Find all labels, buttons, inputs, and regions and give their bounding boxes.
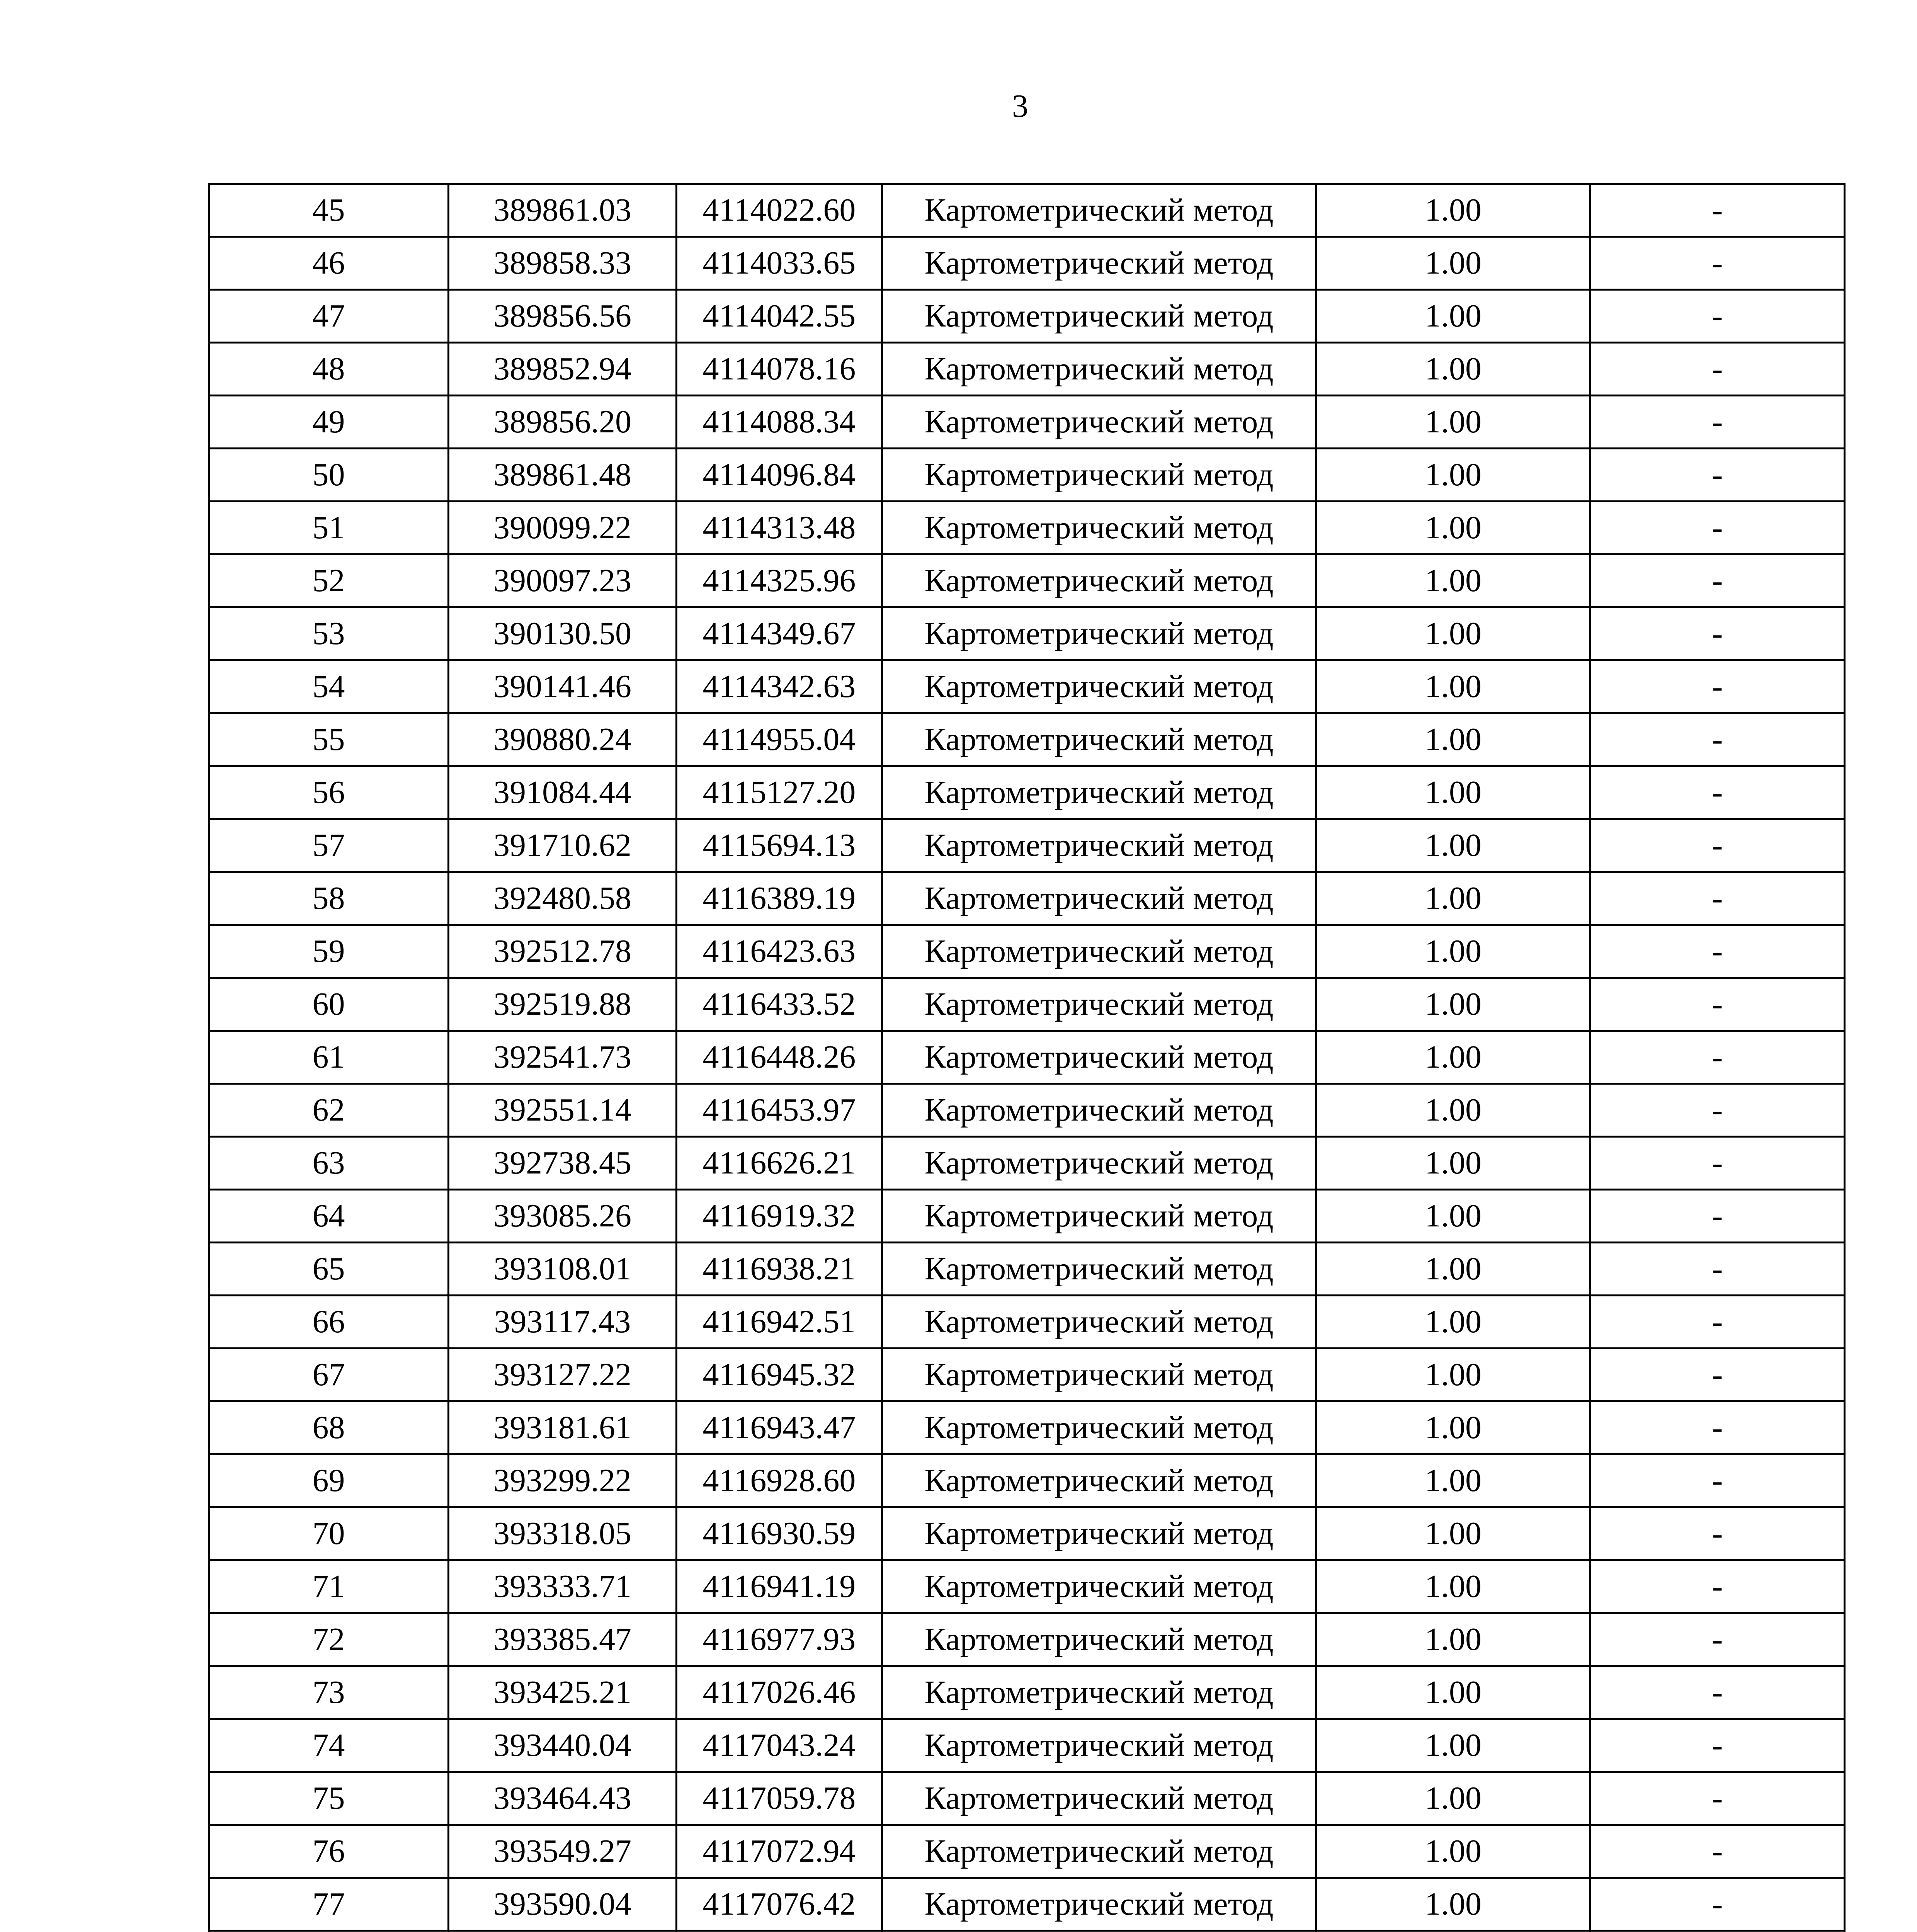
coordinate-y-cell: 4114022.60 xyxy=(677,184,882,237)
accuracy-cell: 1.00 xyxy=(1316,1243,1590,1296)
description-cell: - xyxy=(1590,1825,1845,1878)
coordinate-x-cell: 391084.44 xyxy=(449,766,677,819)
method-cell: Картометрический метод xyxy=(882,1296,1316,1349)
table-row xyxy=(209,1243,1845,1296)
table-row xyxy=(209,660,1845,713)
accuracy-cell: 1.00 xyxy=(1316,343,1590,396)
description-cell: - xyxy=(1590,819,1845,872)
method-cell: Картометрический метод xyxy=(882,766,1316,819)
description-cell: - xyxy=(1590,184,1845,237)
method-cell: Картометрический метод xyxy=(882,1137,1316,1190)
coordinate-y-cell: 4116938.21 xyxy=(677,1243,882,1296)
description-cell: - xyxy=(1590,1719,1845,1772)
point-number-cell: 76 xyxy=(209,1825,449,1878)
coordinate-y-cell: 4116977.93 xyxy=(677,1613,882,1666)
accuracy-cell: 1.00 xyxy=(1316,872,1590,925)
accuracy-cell: 1.00 xyxy=(1316,396,1590,449)
coordinate-x-cell: 391710.62 xyxy=(449,819,677,872)
table-row xyxy=(209,1666,1845,1719)
coordinate-y-cell: 4116448.26 xyxy=(677,1031,882,1084)
table-row xyxy=(209,1825,1845,1878)
point-number-cell: 77 xyxy=(209,1878,449,1931)
accuracy-cell: 1.00 xyxy=(1316,713,1590,766)
point-number-cell: 49 xyxy=(209,396,449,449)
coordinate-x-cell: 389861.03 xyxy=(449,184,677,237)
table-row xyxy=(209,713,1845,766)
coordinate-x-cell: 393117.43 xyxy=(449,1296,677,1349)
description-cell: - xyxy=(1590,1666,1845,1719)
description-cell: - xyxy=(1590,237,1845,290)
method-cell: Картометрический метод xyxy=(882,290,1316,343)
coordinate-y-cell: 4116389.19 xyxy=(677,872,882,925)
point-number-cell: 50 xyxy=(209,449,449,502)
table-row xyxy=(209,1931,1845,1932)
table-row xyxy=(209,925,1845,978)
coordinate-y-cell: 4117076.42 xyxy=(677,1878,882,1931)
method-cell: Картометрический метод xyxy=(882,872,1316,925)
coordinate-x-cell: 393108.01 xyxy=(449,1243,677,1296)
table-row xyxy=(209,1401,1845,1454)
accuracy-cell: 1.00 xyxy=(1316,978,1590,1031)
point-number-cell: 55 xyxy=(209,713,449,766)
coordinate-x-cell: 392551.14 xyxy=(449,1084,677,1137)
table-row xyxy=(209,1772,1845,1825)
coordinate-x-cell: 389861.48 xyxy=(449,449,677,502)
coordinate-y-cell: 4117043.24 xyxy=(677,1719,882,1772)
accuracy-cell: 1.00 xyxy=(1316,766,1590,819)
method-cell: Картометрический метод xyxy=(882,1454,1316,1507)
accuracy-cell: 1.00 xyxy=(1316,1137,1590,1190)
point-number-cell: 66 xyxy=(209,1296,449,1349)
accuracy-cell: 1.00 xyxy=(1316,1296,1590,1349)
point-number-cell: 62 xyxy=(209,1084,449,1137)
point-number-cell: 74 xyxy=(209,1719,449,1772)
table-row xyxy=(209,1560,1845,1613)
description-cell: - xyxy=(1590,449,1845,502)
description-cell: - xyxy=(1590,1454,1845,1507)
table-row xyxy=(209,607,1845,660)
description-cell: - xyxy=(1590,502,1845,554)
coordinate-y-cell: 4114349.67 xyxy=(677,607,882,660)
point-number-cell xyxy=(209,1931,449,1932)
coordinates-table xyxy=(208,183,1846,1932)
description-cell: - xyxy=(1590,1507,1845,1560)
description-cell: - xyxy=(1590,1243,1845,1296)
table-row xyxy=(209,1507,1845,1560)
point-number-cell: 52 xyxy=(209,554,449,607)
method-cell: Картометрический метод xyxy=(882,1613,1316,1666)
point-number-cell: 69 xyxy=(209,1454,449,1507)
method-cell: Картометрический метод xyxy=(882,1719,1316,1772)
method-cell: Картометрический метод xyxy=(882,1666,1316,1719)
coordinate-y-cell: 4117026.46 xyxy=(677,1666,882,1719)
method-cell: Картометрический метод xyxy=(882,713,1316,766)
method-cell: Картометрический метод xyxy=(882,237,1316,290)
table-row xyxy=(209,184,1845,237)
table-row xyxy=(209,343,1845,396)
coordinate-y-cell: 4114342.63 xyxy=(677,660,882,713)
description-cell: - xyxy=(1590,1296,1845,1349)
coordinate-y-cell: 4116942.51 xyxy=(677,1296,882,1349)
accuracy-cell: 1.00 xyxy=(1316,1560,1590,1613)
table-row xyxy=(209,872,1845,925)
description-cell: - xyxy=(1590,660,1845,713)
table-row xyxy=(209,396,1845,449)
table-row xyxy=(209,1031,1845,1084)
table-row xyxy=(209,1719,1845,1772)
coordinate-x-cell: 390097.23 xyxy=(449,554,677,607)
point-number-cell: 46 xyxy=(209,237,449,290)
method-cell: Картометрический метод xyxy=(882,343,1316,396)
coordinate-y-cell: 4116919.32 xyxy=(677,1190,882,1243)
accuracy-cell: 1.00 xyxy=(1316,1190,1590,1243)
coordinate-x-cell: 390880.24 xyxy=(449,713,677,766)
table-row xyxy=(209,554,1845,607)
point-number-cell: 64 xyxy=(209,1190,449,1243)
accuracy-cell: 1.00 xyxy=(1316,1772,1590,1825)
accuracy-cell: 1.00 xyxy=(1316,607,1590,660)
description-cell: - xyxy=(1590,1878,1845,1931)
method-cell: Картометрический метод xyxy=(882,1349,1316,1401)
description-cell: - xyxy=(1590,1772,1845,1825)
coordinate-y-cell: 4116941.19 xyxy=(677,1560,882,1613)
method-cell: Картометрический метод xyxy=(882,502,1316,554)
description-cell: - xyxy=(1590,872,1845,925)
accuracy-cell: 1.00 xyxy=(1316,819,1590,872)
point-number-cell: 57 xyxy=(209,819,449,872)
table-row xyxy=(209,1084,1845,1137)
coordinate-x-cell: 393318.05 xyxy=(449,1507,677,1560)
accuracy-cell: 1.00 xyxy=(1316,237,1590,290)
point-number-cell: 51 xyxy=(209,502,449,554)
table-row xyxy=(209,1878,1845,1931)
coordinate-y-cell: 4117059.78 xyxy=(677,1772,882,1825)
coordinate-x-cell: 389856.20 xyxy=(449,396,677,449)
coordinate-x-cell: 392519.88 xyxy=(449,978,677,1031)
point-number-cell: 71 xyxy=(209,1560,449,1613)
point-number-cell: 70 xyxy=(209,1507,449,1560)
table-row xyxy=(209,766,1845,819)
point-number-cell: 58 xyxy=(209,872,449,925)
accuracy-cell: 1.00 xyxy=(1316,290,1590,343)
accuracy-cell: 1.00 xyxy=(1316,1825,1590,1878)
coordinate-y-cell: 4116433.52 xyxy=(677,978,882,1031)
coordinate-y-cell: 4116626.21 xyxy=(677,1137,882,1190)
point-number-cell: 75 xyxy=(209,1772,449,1825)
page-number: 3 xyxy=(1012,88,1028,124)
accuracy-cell: 1.00 xyxy=(1316,184,1590,237)
coordinate-y-cell: 4114042.55 xyxy=(677,290,882,343)
table-row xyxy=(209,978,1845,1031)
point-number-cell: 61 xyxy=(209,1031,449,1084)
accuracy-cell: 1.00 xyxy=(1316,660,1590,713)
coordinate-y-cell: 4116943.47 xyxy=(677,1401,882,1454)
description-cell: - xyxy=(1590,343,1845,396)
coordinate-x-cell: 389856.56 xyxy=(449,290,677,343)
description-cell: - xyxy=(1590,1613,1845,1666)
point-number-cell: 65 xyxy=(209,1243,449,1296)
coordinate-x-cell: 390099.22 xyxy=(449,502,677,554)
method-cell: Картометрический метод xyxy=(882,1190,1316,1243)
table-row xyxy=(209,1349,1845,1401)
description-cell: - xyxy=(1590,1401,1845,1454)
coordinate-x-cell: 393440.04 xyxy=(449,1719,677,1772)
coordinate-y-cell: 4115127.20 xyxy=(677,766,882,819)
accuracy-cell: 1.00 xyxy=(1316,925,1590,978)
method-cell: Картометрический метод xyxy=(882,607,1316,660)
description-cell: - xyxy=(1590,978,1845,1031)
table-row xyxy=(209,290,1845,343)
table-row xyxy=(209,819,1845,872)
method-cell: Картометрический метод xyxy=(882,925,1316,978)
accuracy-cell: 1.00 xyxy=(1316,1719,1590,1772)
coordinate-x-cell: 389858.33 xyxy=(449,237,677,290)
method-cell: Картометрический метод xyxy=(882,978,1316,1031)
coordinate-x-cell: 390141.46 xyxy=(449,660,677,713)
coordinate-y-cell: 4115694.13 xyxy=(677,819,882,872)
accuracy-cell xyxy=(1316,1931,1590,1932)
coordinate-x-cell: 393590.04 xyxy=(449,1878,677,1931)
accuracy-cell: 1.00 xyxy=(1316,1349,1590,1401)
coordinate-y-cell: 4114325.96 xyxy=(677,554,882,607)
coordinate-y-cell: 4114955.04 xyxy=(677,713,882,766)
point-number-cell: 47 xyxy=(209,290,449,343)
method-cell: Картометрический метод xyxy=(882,449,1316,502)
coordinate-x-cell: 393299.22 xyxy=(449,1454,677,1507)
coordinate-y-cell: 4114078.16 xyxy=(677,343,882,396)
description-cell: - xyxy=(1590,1084,1845,1137)
method-cell: Картометрический метод xyxy=(882,396,1316,449)
coordinate-y-cell: 4116928.60 xyxy=(677,1454,882,1507)
accuracy-cell: 1.00 xyxy=(1316,1613,1590,1666)
accuracy-cell: 1.00 xyxy=(1316,1454,1590,1507)
table-row xyxy=(209,1296,1845,1349)
point-number-cell: 73 xyxy=(209,1666,449,1719)
method-cell: Картометрический метод xyxy=(882,819,1316,872)
coordinate-y-cell: 4114096.84 xyxy=(677,449,882,502)
coordinate-x-cell: 393425.21 xyxy=(449,1666,677,1719)
point-number-cell: 60 xyxy=(209,978,449,1031)
point-number-cell: 72 xyxy=(209,1613,449,1666)
coordinate-y-cell: 4116930.59 xyxy=(677,1507,882,1560)
description-cell: - xyxy=(1590,607,1845,660)
accuracy-cell: 1.00 xyxy=(1316,1084,1590,1137)
accuracy-cell: 1.00 xyxy=(1316,1507,1590,1560)
accuracy-cell: 1.00 xyxy=(1316,502,1590,554)
description-cell xyxy=(1590,1931,1845,1932)
method-cell: Картометрический метод xyxy=(882,1560,1316,1613)
coordinate-y-cell: 4116945.32 xyxy=(677,1349,882,1401)
method-cell: Картометрический метод xyxy=(882,1772,1316,1825)
table-row xyxy=(209,502,1845,554)
coordinate-x-cell: 393385.47 xyxy=(449,1613,677,1666)
coordinate-x-cell: 392480.58 xyxy=(449,872,677,925)
method-cell: Картометрический метод xyxy=(882,1031,1316,1084)
table-row xyxy=(209,1613,1845,1666)
point-number-cell: 56 xyxy=(209,766,449,819)
coordinate-x-cell: 392738.45 xyxy=(449,1137,677,1190)
method-cell xyxy=(882,1931,1316,1932)
description-cell: - xyxy=(1590,290,1845,343)
method-cell: Картометрический метод xyxy=(882,554,1316,607)
coordinate-y-cell: 4114033.65 xyxy=(677,237,882,290)
description-cell: - xyxy=(1590,1349,1845,1401)
description-cell: - xyxy=(1590,713,1845,766)
method-cell: Картометрический метод xyxy=(882,1084,1316,1137)
table-row xyxy=(209,1454,1845,1507)
coordinates-table-body xyxy=(209,184,1845,1932)
method-cell: Картометрический метод xyxy=(882,1243,1316,1296)
coordinate-y-cell: 4114313.48 xyxy=(677,502,882,554)
point-number-cell: 67 xyxy=(209,1349,449,1401)
table-row xyxy=(209,237,1845,290)
coordinate-x-cell: 389852.94 xyxy=(449,343,677,396)
method-cell: Картометрический метод xyxy=(882,184,1316,237)
coordinate-x-cell: 390130.50 xyxy=(449,607,677,660)
method-cell: Картометрический метод xyxy=(882,1401,1316,1454)
coordinate-y-cell: 4114088.34 xyxy=(677,396,882,449)
coordinate-x-cell: 392541.73 xyxy=(449,1031,677,1084)
accuracy-cell: 1.00 xyxy=(1316,1878,1590,1931)
point-number-cell: 59 xyxy=(209,925,449,978)
description-cell: - xyxy=(1590,1137,1845,1190)
point-number-cell: 68 xyxy=(209,1401,449,1454)
point-number-cell: 63 xyxy=(209,1137,449,1190)
coordinate-x-cell: 393085.26 xyxy=(449,1190,677,1243)
coordinate-x-cell: 393127.22 xyxy=(449,1349,677,1401)
point-number-cell: 48 xyxy=(209,343,449,396)
description-cell: - xyxy=(1590,396,1845,449)
accuracy-cell: 1.00 xyxy=(1316,1401,1590,1454)
point-number-cell: 54 xyxy=(209,660,449,713)
accuracy-cell: 1.00 xyxy=(1316,554,1590,607)
description-cell: - xyxy=(1590,554,1845,607)
accuracy-cell: 1.00 xyxy=(1316,1031,1590,1084)
point-number-cell: 53 xyxy=(209,607,449,660)
table-row xyxy=(209,449,1845,502)
coordinate-x-cell: 392512.78 xyxy=(449,925,677,978)
method-cell: Картометрический метод xyxy=(882,660,1316,713)
coordinate-x-cell: 393333.71 xyxy=(449,1560,677,1613)
description-cell: - xyxy=(1590,766,1845,819)
coordinate-x-cell xyxy=(449,1931,677,1932)
method-cell: Картометрический метод xyxy=(882,1507,1316,1560)
table-row xyxy=(209,1137,1845,1190)
table-row xyxy=(209,1190,1845,1243)
accuracy-cell: 1.00 xyxy=(1316,449,1590,502)
description-cell: - xyxy=(1590,1560,1845,1613)
coordinate-y-cell: 4116453.97 xyxy=(677,1084,882,1137)
method-cell: Картометрический метод xyxy=(882,1825,1316,1878)
point-number-cell: 45 xyxy=(209,184,449,237)
description-cell: - xyxy=(1590,925,1845,978)
coordinate-y-cell: 4116423.63 xyxy=(677,925,882,978)
description-cell: - xyxy=(1590,1190,1845,1243)
coordinate-x-cell: 393181.61 xyxy=(449,1401,677,1454)
description-cell: - xyxy=(1590,1031,1845,1084)
accuracy-cell: 1.00 xyxy=(1316,1666,1590,1719)
coordinate-x-cell: 393549.27 xyxy=(449,1825,677,1878)
coordinate-y-cell xyxy=(677,1931,882,1932)
coordinate-y-cell: 4117072.94 xyxy=(677,1825,882,1878)
method-cell: Картометрический метод xyxy=(882,1878,1316,1931)
coordinate-x-cell: 393464.43 xyxy=(449,1772,677,1825)
